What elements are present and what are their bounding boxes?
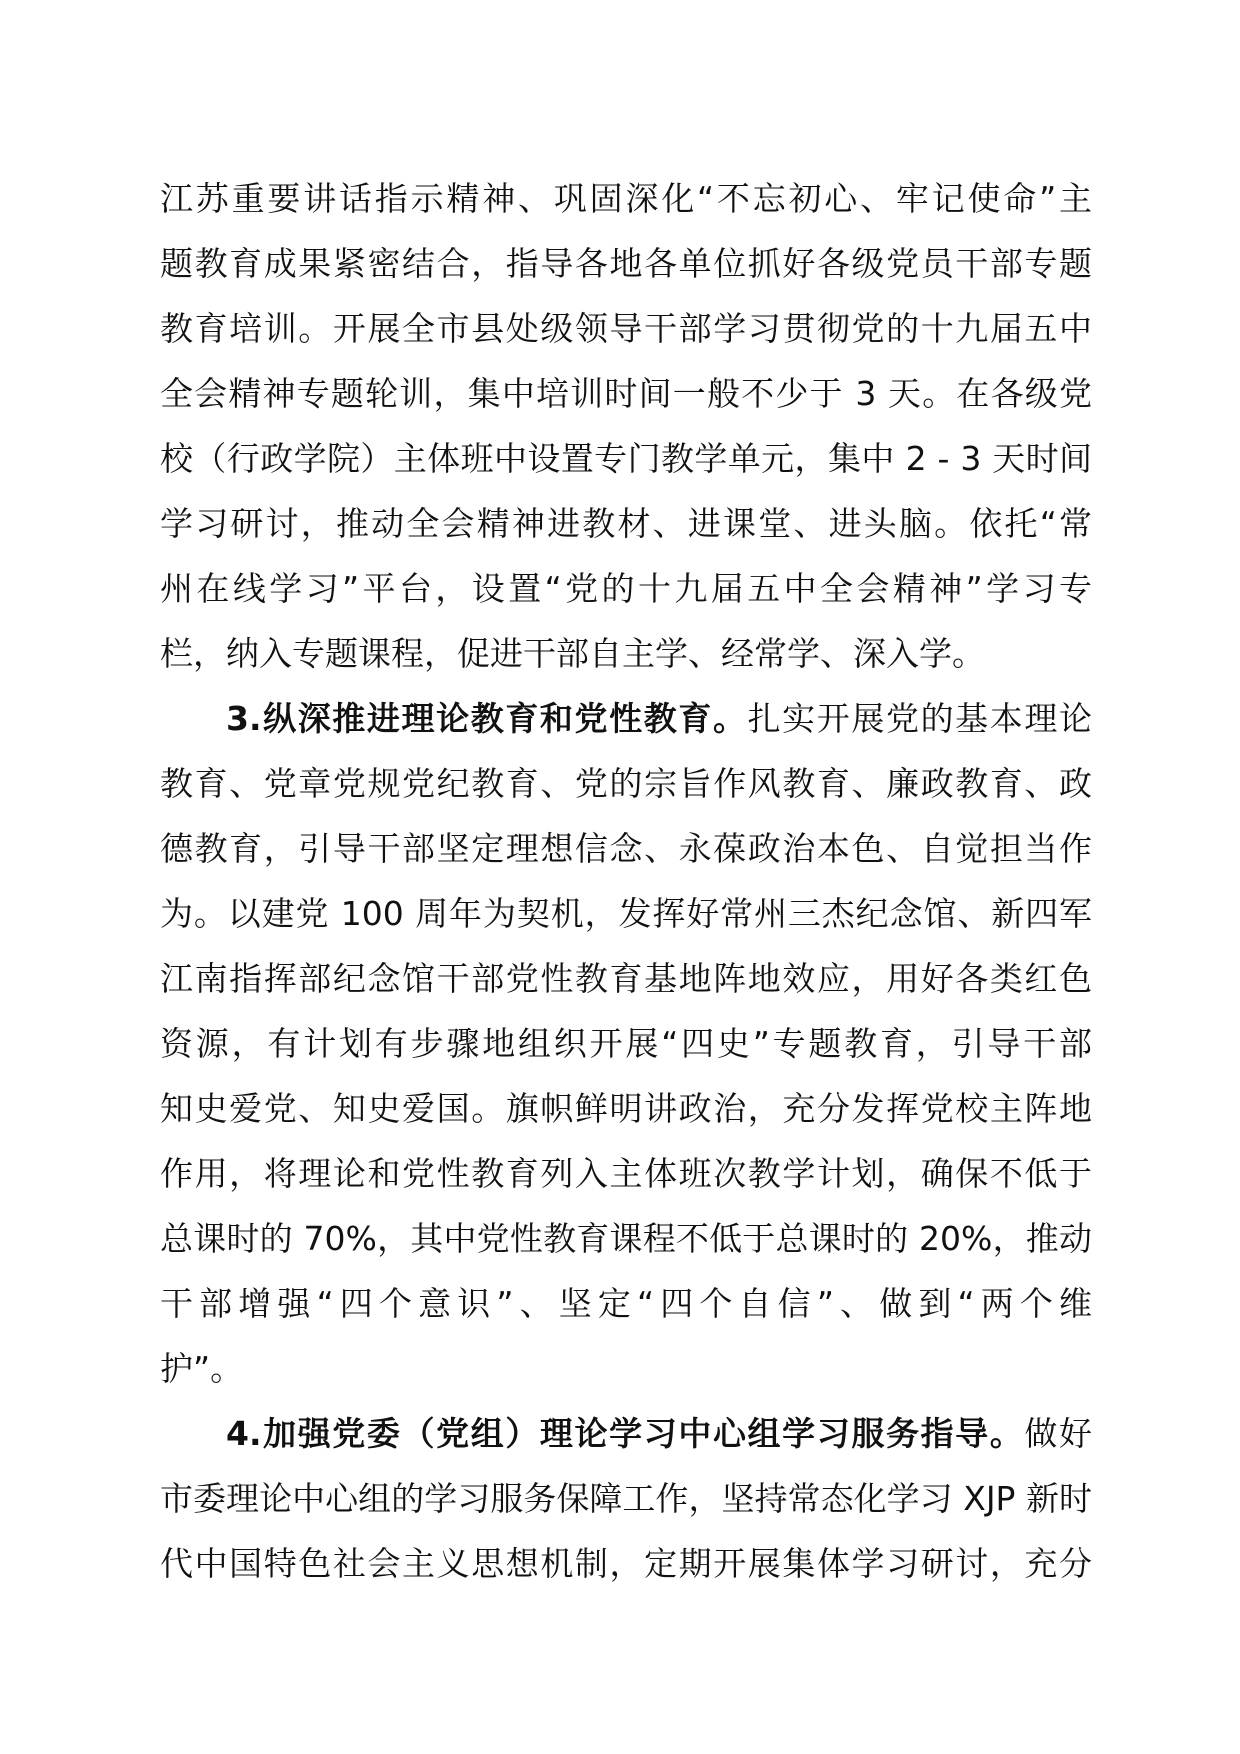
paragraph-line: 代中国特色社会主义思想机制，定期开展集体学习研讨，充分	[160, 1544, 1092, 1583]
section-3-heading: 3.纵深推进理论教育和党性教育。	[226, 699, 748, 738]
paragraph-line: 知史爱党、知史爱国。旗帜鲜明讲政治，充分发挥党校主阵地	[160, 1089, 1092, 1128]
section-4-first-line	[160, 1401, 1092, 1466]
paragraph-line: 学习研讨，推动全会精神进教材、进课堂、进头脑。依托“常	[160, 504, 1092, 543]
paragraph-line: 校（行政学院）主体班中设置专门教学单元，集中 2 - 3 天时间	[160, 439, 1092, 478]
paragraph-line: 市委理论中心组的学习服务保障工作，坚持常态化学习 XJP 新时	[160, 1479, 1092, 1518]
paragraph-line: 德教育，引导干部坚定理想信念、永葆政治本色、自觉担当作	[160, 829, 1092, 868]
section-4-heading: 4.加强党委（党组）理论学习中心组学习服务指导。	[226, 1414, 1025, 1453]
paragraph-line: 江苏重要讲话指示精神、巩固深化“不忘初心、牢记使命”主	[160, 179, 1092, 218]
paragraph-line: 教育培训。开展全市县处级领导干部学习贯彻党的十九届五中	[160, 309, 1092, 348]
paragraph-line: 为。以建党 100 周年为契机，发挥好常州三杰纪念馆、新四军	[160, 894, 1092, 933]
paragraph-line: 题教育成果紧密结合，指导各地各单位抓好各级党员干部专题	[160, 244, 1092, 283]
section-3-first-line	[160, 686, 1092, 751]
paragraph-line: 作用，将理论和党性教育列入主体班次教学计划，确保不低于	[160, 1154, 1092, 1193]
paragraph-line: 栏，纳入专题课程，促进干部自主学、经常学、深入学。	[160, 634, 985, 673]
section-3-first-line-text: 扎实开展党的基本理论	[747, 699, 1093, 738]
paragraph-line: 干部增强“四个意识”、坚定“四个自信”、做到“两个维	[160, 1284, 1092, 1323]
paragraph-line: 总课时的 70%，其中党性教育课程不低于总课时的 20%，推动	[160, 1219, 1092, 1258]
paragraph-line: 全会精神专题轮训，集中培训时间一般不少于 3 天。在各级党	[160, 374, 1092, 413]
paragraph-line: 州在线学习”平台，设置“党的十九届五中全会精神”学习专	[160, 569, 1092, 608]
paragraph-line: 护”。	[160, 1349, 244, 1388]
paragraph-line: 江南指挥部纪念馆干部党性教育基地阵地效应，用好各类红色	[160, 959, 1092, 998]
document-body	[160, 166, 1092, 1596]
paragraph-line: 资源，有计划有步骤地组织开展“四史”专题教育，引导干部	[160, 1024, 1092, 1063]
section-4-first-line-text: 做好	[1024, 1414, 1093, 1453]
paragraph-line: 教育、党章党规党纪教育、党的宗旨作风教育、廉政教育、政	[160, 764, 1092, 803]
